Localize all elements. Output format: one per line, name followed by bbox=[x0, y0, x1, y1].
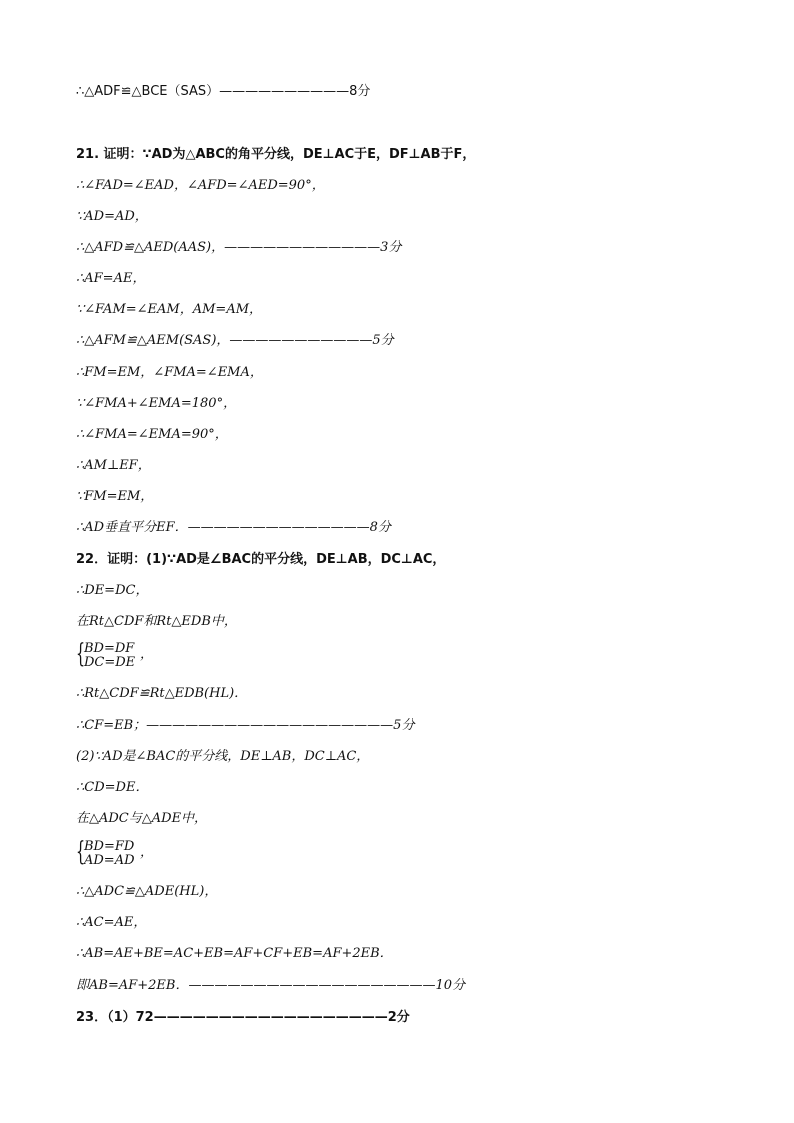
proof-line: ∴AB=AE+BE=AC+EB=AF+CF+EB=AF+2EB． bbox=[76, 946, 393, 961]
equation-trail: ， bbox=[140, 845, 154, 860]
proof-line: ∵AD=AD， bbox=[76, 209, 148, 224]
proof-line: ∴Rt△CDF≌Rt△EDB(HL)． bbox=[76, 686, 248, 701]
proof-line: ∴∠FMA=∠EMA=90°， bbox=[76, 427, 228, 442]
proof-line: 即AB=AF+2EB．———————————————————10分 bbox=[76, 978, 465, 993]
proof-line: 在△ADC与△ADE中， bbox=[76, 811, 208, 826]
equation-row: DC=DE bbox=[84, 655, 136, 670]
proof-line: ∴FM=EM，∠FMA=∠EMA， bbox=[76, 365, 263, 380]
proof-line: ∵∠FAM=∠EAM，AM=AM， bbox=[76, 302, 263, 317]
proof-line: ∴AD垂直平分EF．——————————————8分 bbox=[76, 520, 391, 535]
proof-line: ∴AF=AE， bbox=[76, 271, 146, 286]
proof-line: ∴CF=EB；———————————————————5分 bbox=[76, 718, 415, 733]
equation-trail: ， bbox=[140, 647, 154, 662]
proof-line: ∴△AFM≌△AEM(SAS)，———————————5分 bbox=[76, 333, 394, 348]
equation-system: { BD=DF DC=DE ， bbox=[76, 639, 154, 670]
equation-row: BD=DF bbox=[84, 641, 135, 656]
proof-line: ∴AC=AE， bbox=[76, 915, 147, 930]
proof-line: ∴CD=DE． bbox=[76, 780, 149, 795]
proof-line: ∴△ADC≌△ADE(HL)， bbox=[76, 884, 218, 899]
proof-line: ∵∠FMA+∠EMA=180°， bbox=[76, 396, 237, 411]
equation-system: { BD=FD AD=AD ， bbox=[76, 837, 154, 868]
problem-21-heading: 21. 证明：∵AD为△ABC的角平分线，DE⊥AC于E，DF⊥AB于F， bbox=[76, 147, 476, 162]
proof-line: ∴DE=DC， bbox=[76, 583, 149, 598]
equation-row: BD=FD bbox=[84, 839, 135, 854]
proof-line: ∴△ADF≌△BCE（SAS）——————————8分 bbox=[76, 84, 371, 99]
proof-line: ∵FM=EM， bbox=[76, 489, 154, 504]
proof-line: (2)∵AD是∠BAC的平分线，DE⊥AB，DC⊥AC， bbox=[76, 749, 370, 764]
proof-line: ∴∠FAD=∠EAD，∠AFD=∠AED=90°， bbox=[76, 178, 325, 193]
proof-line: ∴△AFD≌△AED(AAS)，————————————3分 bbox=[76, 240, 402, 255]
problem-23-heading: 23．（1）72——————————————————2分 bbox=[76, 1010, 410, 1025]
proof-line: 在Rt△CDF和Rt△EDB中， bbox=[76, 614, 237, 629]
problem-22-heading: 22．证明：(1)∵AD是∠BAC的平分线，DE⊥AB，DC⊥AC， bbox=[76, 552, 446, 567]
equation-row: AD=AD bbox=[84, 853, 135, 868]
proof-line: ∴AM⊥EF， bbox=[76, 458, 151, 473]
